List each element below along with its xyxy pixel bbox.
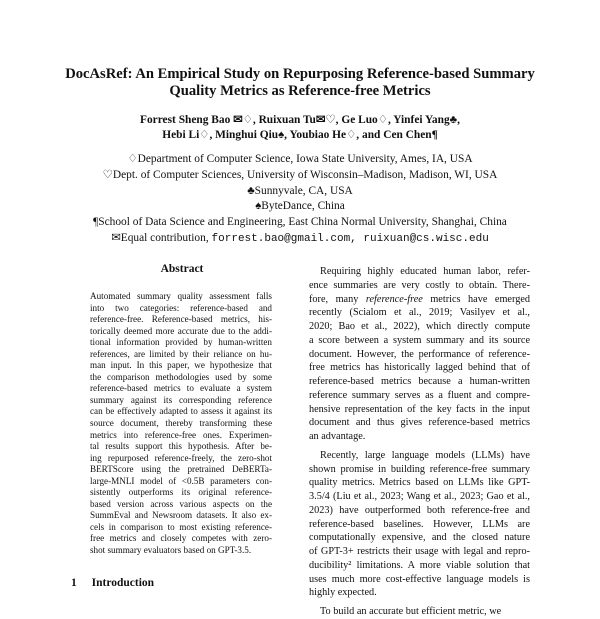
body-line: free metrics has historically lagged behind that of	[309, 362, 530, 374]
abstract-line: large-MNLI model of <0.5B parameters con-	[90, 475, 272, 486]
body-line: reference-based metrics because a human-written	[309, 376, 530, 387]
author-list	[40, 113, 560, 143]
abstract-line: metrics into reference-free ones. Experimen-	[90, 429, 272, 440]
body-line: uses much more cost-effective language models is	[309, 573, 530, 585]
affiliation-line: ♡Dept. of Computer Sciences, University of Wisconsin–Madison, Madison, WI, USA	[102, 168, 498, 181]
abstract-line: cels in comparison to most existing reference-	[90, 521, 272, 532]
body-line: reference summary serves as a fluent and compre-	[309, 389, 530, 401]
abstract-line: reference-free. Reference-based metrics, his-	[90, 314, 272, 325]
body-line: of GPT-3+ restricts their usage with legal and repro-	[309, 546, 530, 557]
abstract-line: reference-based metrics to evaluate a system	[90, 383, 272, 394]
abstract-line: summary against its corresponding reference	[90, 394, 272, 405]
abstract-line: SummEval and Newsroom datasets. It also ex-	[90, 510, 272, 521]
paper-title	[40, 66, 560, 100]
author-line: Forrest Sheng Bao ✉♢, Ruixuan Tu✉♡, Ge Luo♢, Yinfei Yang♣,	[140, 114, 460, 126]
abstract-line: ing repurposed reference-freely, the zero-shot	[90, 452, 272, 463]
contact-line	[40, 231, 560, 248]
abstract-line: man input. In this paper, we hypothesize that	[90, 360, 272, 371]
body-line: quality metrics. Metrics based on LLMs like GPT-	[309, 477, 530, 489]
abstract-line: shot summary evaluators based on GPT-3.5.	[90, 545, 252, 556]
section-title: Introduction	[91, 577, 155, 589]
title-line: Quality Metrics as Reference-free Metrics	[169, 83, 431, 99]
body-line: To build an accurate but efficient metric, we	[320, 606, 502, 617]
abstract-line: BERTScore using the pretrained DeBERTa-	[90, 464, 272, 475]
section-number: 1	[71, 577, 77, 589]
body-line: ducibility² limitations. A more viable solution that	[309, 559, 530, 571]
abstract-line: free metrics and closely competes with zero-	[90, 533, 272, 544]
abstract-line: the comparison methodologies used by some	[90, 371, 272, 382]
introduction-body	[309, 265, 530, 619]
title-line: DocAsRef: An Empirical Study on Repurposing Reference-based Summary	[65, 66, 535, 82]
body-line: shown promise in building reference-free summary	[309, 463, 530, 475]
body-line: ence summaries are very costly to obtain. There-	[309, 279, 530, 291]
body-line: highly expected.	[309, 587, 377, 599]
abstract-line: into two categories: reference-based and	[90, 302, 272, 313]
body-line: 2020; Bao et al., 2022), which directly compute	[309, 321, 530, 332]
body-line: recently (Scialom et al., 2019; Vasilyev et al.,	[309, 307, 530, 319]
contact-emails[interactable]: forrest.bao@gmail.com, ruixuan@cs.wisc.edu	[211, 232, 489, 245]
abstract-line: Automated summary quality assessment falls	[90, 291, 272, 301]
affiliation-line: ♠ByteDance, China	[255, 200, 345, 213]
body-line: an advantage.	[309, 431, 366, 442]
abstract-line: based version across various aspects on the	[90, 498, 272, 509]
abstract-heading: Abstract	[160, 263, 204, 275]
author-line: Hebi Li♢, Minghui Qiu♠, Youbiao He♢, and Cen Chen¶	[162, 129, 438, 141]
body-line: computationally expensive, and the closed nature	[309, 532, 530, 544]
abstract-body	[90, 291, 272, 557]
section-heading	[71, 577, 154, 589]
body-line: fore, many reference-free metrics have emerged	[309, 293, 530, 305]
body-line: a score between a system summary and its source	[309, 334, 530, 346]
affiliation-line: ¶School of Data Science and Engineering, East China Normal University, Shanghai, China	[93, 216, 507, 229]
body-line: hensive representation of the key facts in the input	[309, 403, 530, 415]
affiliation-line: ♣Sunnyvale, CA, USA	[247, 184, 353, 197]
abstract-line: tal results support this hypothesis. After be-	[90, 441, 272, 452]
body-line: reference-based baselines. However, LLMs are	[309, 518, 530, 530]
contact-label: ✉Equal contribution,	[111, 231, 209, 244]
affiliation-list	[40, 152, 560, 248]
affiliation-line: ♢Department of Computer Science, Iowa State University, Ames, IA, USA	[127, 153, 473, 165]
abstract-line: can be effectively adapted to assess it against its	[90, 406, 272, 417]
body-line: Recently, large language models (LLMs) have	[320, 449, 530, 461]
abstract-line: references, are limited by their reliance on hu-	[90, 348, 272, 359]
abstract-line: torically deemed more accurate due to the addi-	[90, 325, 272, 336]
abstract-line: tional information provided by human-written	[90, 337, 272, 348]
body-line: Requiring highly educated human labor, refer-	[320, 266, 530, 277]
body-line: document. However, the performance of reference-	[309, 348, 530, 360]
abstract-line: sistently outperforms its original reference-	[90, 487, 272, 498]
abstract-line: source document, thereby transforming these	[90, 418, 272, 429]
body-line: document and thus gives reference-based metrics	[309, 417, 530, 429]
body-line: 2023) have outperformed both reference-free and	[309, 504, 530, 516]
body-line: 3.5/4 (Liu et al., 2023; Wang et al., 2023; Gao et al.,	[309, 491, 530, 502]
